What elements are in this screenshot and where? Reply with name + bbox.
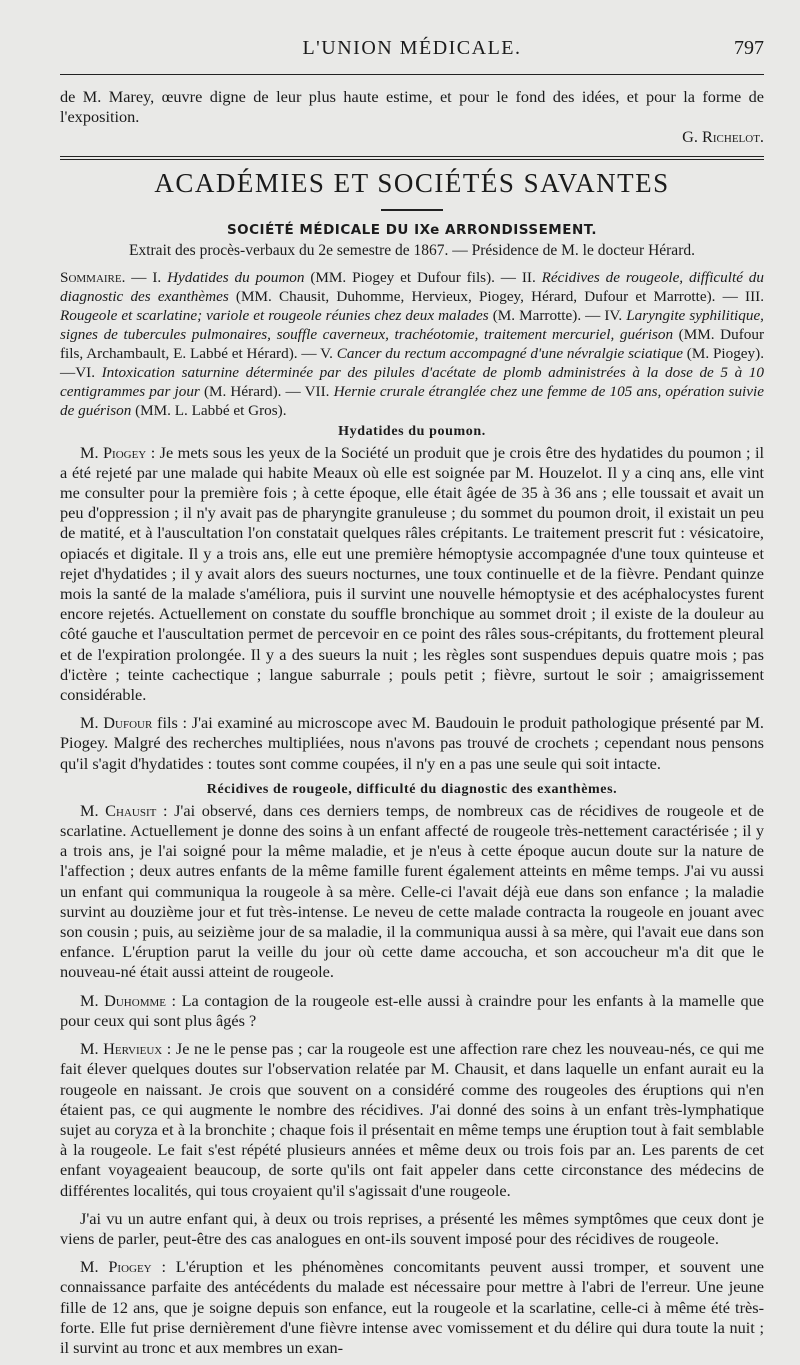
- intro-signature: G. Richelot.: [682, 127, 764, 147]
- society-name: SOCIÉTÉ MÉDICALE DU IXe ARRONDISSEMENT.: [226, 221, 598, 238]
- section-double-rule: [60, 156, 764, 160]
- summary-item-title: Hydatides du poumon: [167, 268, 305, 286]
- page-number: 797: [734, 37, 764, 59]
- summary-item-title: Intoxication saturnine déterminée par des pilules d'acétate de plomb administrées à la dose de 5 à 10 centigrammes par jour: [60, 363, 764, 400]
- summary-label: Sommaire.: [60, 268, 126, 286]
- paragraph-text: : Je mets sous les yeux de la Société un produit que je crois être des hydatides du poumon ; il a été rejeté par une malade qui habite Meaux où elle est soignée par M. Houzelot. Il y a cinq ans, elle vint me consulter pour la première fois ; à cette époque, elle était âgée de 35 à 36 ans ; elle toussait et avait un peu d'oppression ; il n'y avait pas de pharyngite granuleuse ; du sommet du poumon droit, il existait un peu de matité, et à l'auscultation l'on constatait quelques râles crépitants. Le traitement prescrit fut : vésicatoire, opiacés et digitale. Il y a trois ans, elle eut une première hémoptysie accompagnée d'une toux quinteuse et rejet d'hydatides ; il y avait alors des sueurs nocturnes, une toux continuelle et de la fièvre. Pendant quinze mois la santé de la malade s'améliora, puis il survint une nouvelle hémoptysie et des acéphalocystes furent encore rejetés. Actuellement on constate du souffle bronchique au sommet droit ; il existe de la douleur au côté gauche et l'auscultation permet de percevoir en ce point des râles sous-crépitants, du frottement pleural et de l'expiration prolongée. Il y a des sueurs la nuit ; les règles sont suspendues depuis quatre mois ; pas d'ictère ; teinte cachectique ; langue saburrale ; pouls petit ; fièvre, surtout le soir ; amaigrissement considérable.: [60, 442, 764, 705]
- intro-paragraph: [60, 87, 764, 127]
- paragraph-text: : La contagion de la rougeole est-elle aussi à craindre pour les enfants à la mamelle que pour ceux qui sont plus âgés ?: [60, 990, 764, 1030]
- summary-item: — I.: [125, 268, 168, 286]
- paragraph-piogey-2: [60, 1257, 764, 1358]
- summary-item: (MM. Chausit, Duhomme, Hervieux, Piogey, Hérard, Dufour et Marrotte). — III.: [228, 287, 764, 305]
- paragraph-text: : L'éruption et les phénomènes concomitants peuvent aussi tromper, et souvent une connaissance parfaite des antécédents du malade est nécessaire pour mettre à l'abri de l'erreur. Une jeune fille de 12 ans, que je soigne depuis son enfance, eut la rougeole et la scarlatine, celle-ci à même été très-forte. Elle fut prise dernièrement d'une fièvre intense avec vomissement et du délire qui dura toute la nuit ; il survint au tronc et aux membres un exan-: [60, 1257, 765, 1357]
- running-head: [60, 30, 764, 62]
- speaker-name: M. Dufour: [80, 713, 153, 733]
- summary-item: (MM. Piogey et Dufour fils). — II.: [304, 268, 542, 286]
- speaker-name: M. Chausit: [80, 800, 157, 820]
- summary-item: (M. Piogey).—VI.: [60, 344, 764, 381]
- summary-item-title: Laryngite syphilitique, signes de tubercules pulmonaires, souffle caverneux, trachéotomie, traitement mercuriel, guérison: [60, 306, 764, 343]
- speaker-name: M. Piogey: [80, 442, 147, 462]
- summary-item-title: Rougeole et scarlatine; variole et rougeole réunies chez deux malades: [60, 306, 489, 324]
- paragraph-hervieux: [60, 1039, 764, 1201]
- speaker-name: M. Hervieux: [80, 1039, 163, 1059]
- paragraph-chausit: [60, 801, 764, 983]
- paragraph-text: fils : J'ai examiné au microscope avec M. Baudouin le produit pathologique présenté par M. Piogey. Malgré des recherches multipliées, nous n'avons pas trouvé de crochets ; cependant nous pensons qu'il s'agit d'hydatides : toutes sont comme coupées, il n'y en a pas une seule qui soit intacte.: [60, 713, 764, 773]
- summary-item-title: Récidives de rougeole, difficulté du diagnostic des exanthèmes: [60, 268, 764, 305]
- summary-item: (M. Marrotte). — IV.: [488, 306, 627, 324]
- subhead-rougeole: Récidives de rougeole, difficulté du diagnostic des exanthèmes.: [206, 781, 618, 797]
- paragraph-piogey: [60, 443, 764, 706]
- paragraph-text: : J'ai observé, dans ces derniers temps, de nombreux cas de récidives de rougeole et de scarlatine. Actuellement je donne des soins à un enfant affecté de rougeole très-nettement caractérisée ; il y a trois ans, je l'ai soigné pour la même maladie, et je n'eus à cette époque aucun doute sur la nature de l'affection ; deux autres enfants de la même famille furent également atteints en même temps. J'ai vu aussi un enfant qui communiqua la rougeole à sa mère. Celle-ci l'avait déjà eue dans son enfance ; la maladie survint au douzième jour et fut très-intense. Le neveu de cette malade contracta la rougeole en jouant avec son cousin ; puis, au seizième jour de sa maladie, il la communiqua aussi à sa mère, qui l'avait eue dans son enfance. L'éruption parut la veille du jour où cette dame accoucha, et son accoucheur m'a dit que le nouveau-né était aussi atteint de rougeole.: [60, 800, 764, 982]
- summary-item: (MM. Dufour fils, Archambault, E. Labbé et Hérard). — V.: [60, 325, 765, 362]
- summary-item: (MM. L. Labbé et Gros).: [131, 401, 287, 419]
- paragraph-hervieux-cont: [60, 1209, 764, 1249]
- summary-item-title: Hernie crurale étranglée chez une femme de 105 ans, opération suivie de guérison: [60, 382, 764, 419]
- speaker-name: M. Duhomme: [80, 990, 166, 1010]
- intro-text: de M. Marey, œuvre digne de leur plus haute estime, et pour le fond des idées, et pour la forme de l'exposition.: [60, 87, 764, 127]
- extract-line: Extrait des procès-verbaux du 2e semestre de 1867. — Présidence de M. le docteur Hérard.: [129, 241, 695, 259]
- summary-item: (M. Hérard). — VII.: [199, 382, 334, 400]
- summary-paragraph: [60, 268, 764, 420]
- journal-title: L'UNION MÉDICALE.: [302, 37, 522, 59]
- paragraph-duhomme: [60, 991, 764, 1031]
- title-short-rule: [381, 209, 443, 211]
- section-title: ACADÉMIES ET SOCIÉTÉS SAVANTES: [154, 167, 670, 198]
- subhead-hydatides: Hydatides du poumon.: [338, 423, 486, 439]
- paragraph-dufour: [60, 713, 764, 774]
- page-content: [60, 30, 764, 1358]
- paragraph-text: : Je ne le pense pas ; car la rougeole est une affection rare chez les nouveau-nés, ce qui me fait élever quelques doutes sur l'observation relatée par M. Chausit, et dans laquelle un enfant aurait eu la rougeole en naissant. Je crois que souvent on a considéré comme des rougeoles des éruptions qui n'en étaient pas, ce qui augmente le nombre des récidives. J'ai donné des soins à un enfant très-lymphatique sujet au coryza et à la bronchite ; chaque fois il présentait en même temps une éruption tout à fait semblable à la rougeole. Le fait s'est répété plusieurs années et même deux ou trois fois par an. Les parents de cet enfant voyageaient beaucoup, de sorte qu'ils ont fait appeler dans cette circonstance des médecins de différentes localités, qui tous croyaient qu'il s'agissait d'une rougeole.: [60, 1039, 765, 1200]
- speaker-name: M. Piogey: [80, 1257, 152, 1277]
- summary-item-title: Cancer du rectum accompagné d'une névralgie sciatique: [336, 344, 683, 362]
- paragraph-text: J'ai vu un autre enfant qui, à deux ou trois reprises, a présenté les mêmes symptômes que ceux dont je viens de parler, peut-être des cas analogues en ont-ils souvent imposé pour des récidives de rougeole.: [60, 1208, 764, 1248]
- header-rule: [60, 74, 764, 75]
